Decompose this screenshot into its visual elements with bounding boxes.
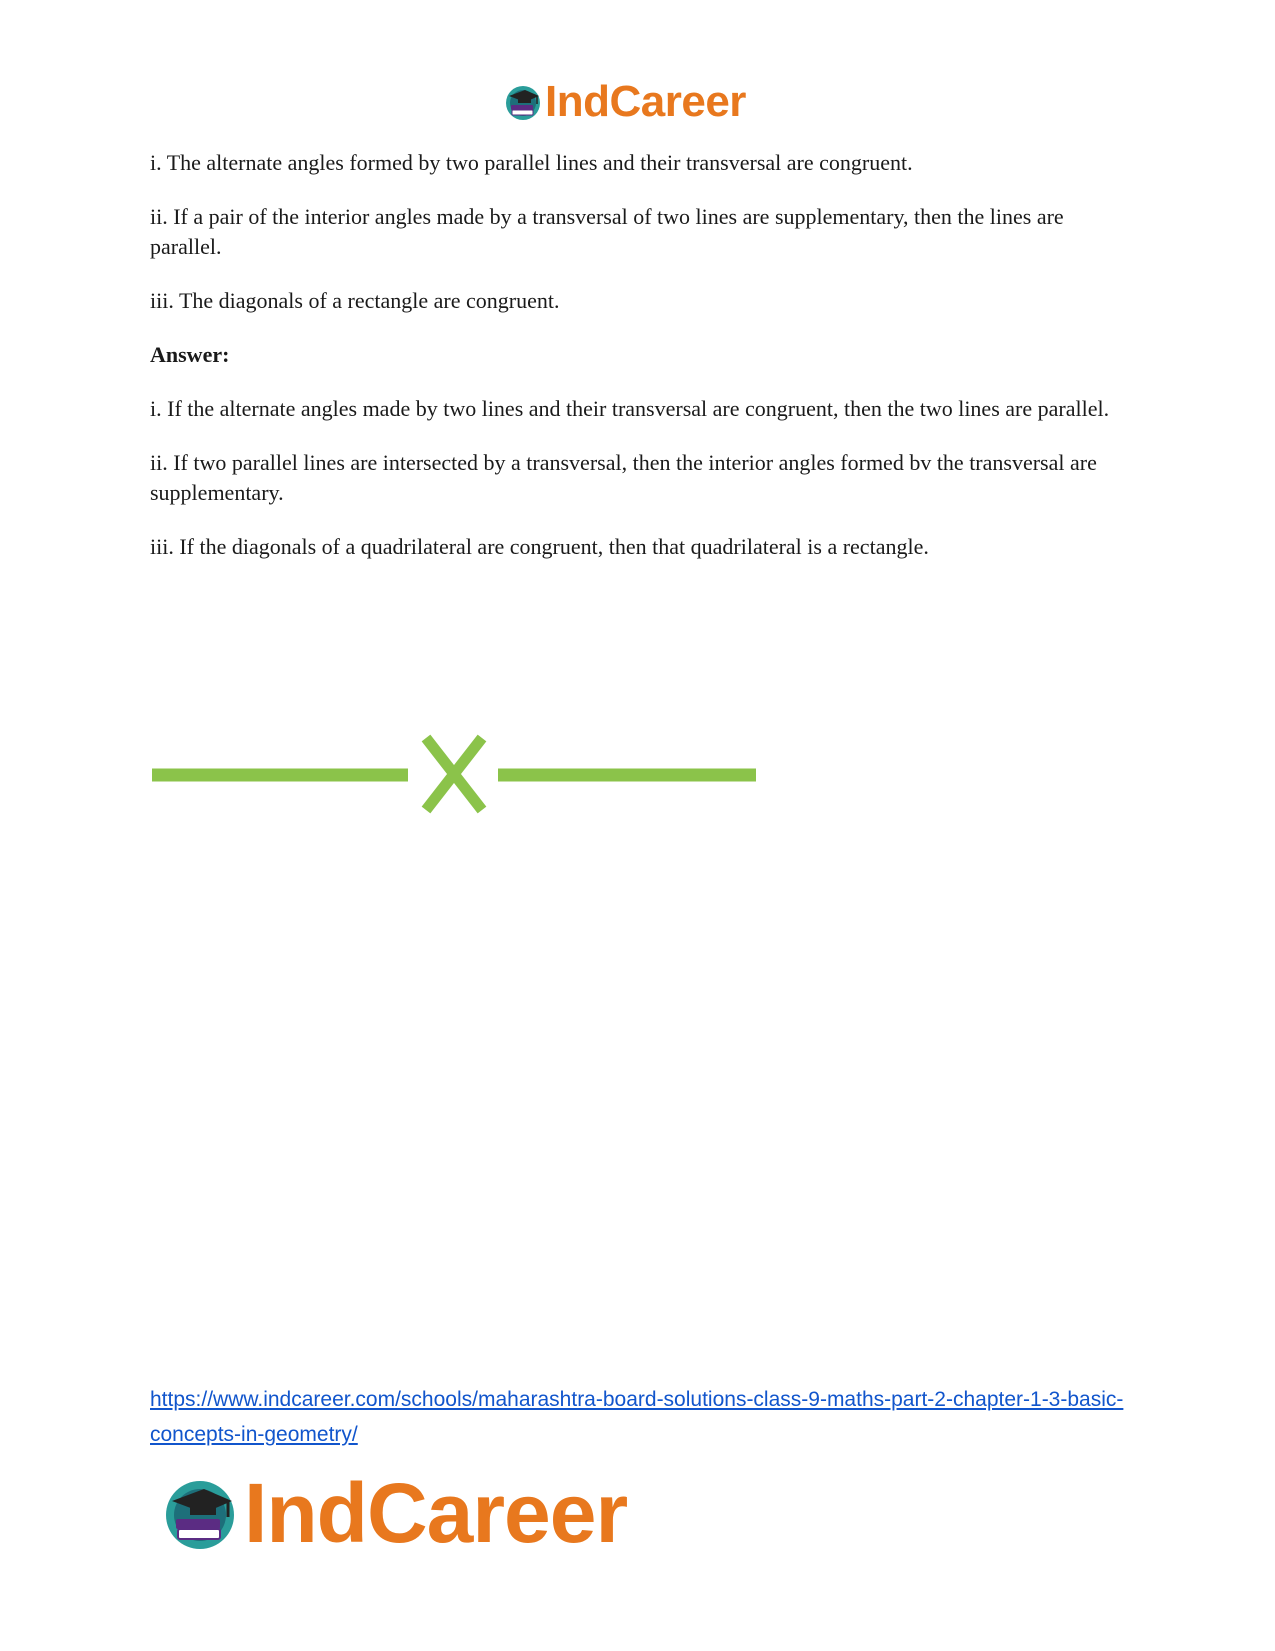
answer-2: ii. If two parallel lines are intersected by a transversal, then the interior angles formed bv the transversal are supplementary. bbox=[150, 450, 1097, 505]
answer-1: i. If the alternate angles made by two lines and their transversal are congruent, then the two lines are parallel. bbox=[150, 396, 1110, 421]
graduation-cap-book-icon bbox=[503, 82, 543, 122]
logo-wordmark: IndCareer bbox=[545, 77, 746, 126]
document-body bbox=[150, 148, 1130, 586]
question-1: i. The alternate angles formed by two parallel lines and their transversal are congruent. bbox=[150, 150, 913, 175]
question-3: iii. The diagonals of a rectangle are congruent. bbox=[150, 288, 560, 313]
logo-wordmark: IndCareer bbox=[244, 1466, 628, 1560]
indcareer-logo-header bbox=[503, 78, 746, 126]
graduation-cap-book-icon bbox=[160, 1473, 240, 1553]
indcareer-logo-footer bbox=[160, 1468, 627, 1558]
question-2: ii. If a pair of the interior angles made by a transversal of two lines are supplementary, then the lines are parallel. bbox=[150, 204, 1064, 259]
answer-heading: Answer: bbox=[150, 342, 230, 367]
source-url-link[interactable]: https://www.indcareer.com/schools/maharashtra-board-solutions-class-9-maths-part-2-chapter-1-3-basic-concepts-in-geometry/ bbox=[150, 1388, 1124, 1446]
answer-3: iii. If the diagonals of a quadrilateral are congruent, then that quadrilateral is a rectangle. bbox=[150, 534, 929, 559]
section-divider bbox=[150, 730, 760, 820]
divider-x-icon bbox=[426, 738, 482, 810]
